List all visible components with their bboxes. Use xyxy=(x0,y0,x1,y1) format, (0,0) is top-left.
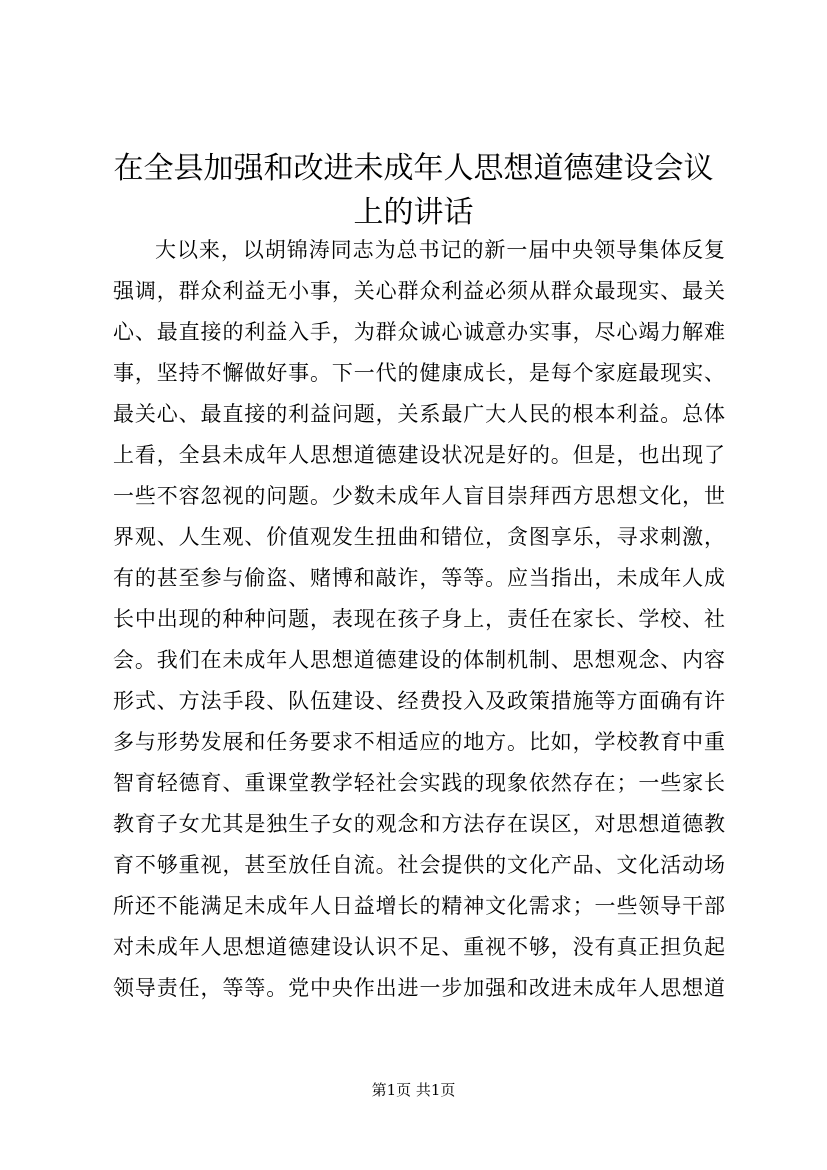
body-line: 有的甚至参与偷盗、赌博和敲诈，等等。应当指出，未成年人成 xyxy=(113,566,725,590)
body-line: 育不够重视，甚至放任自流。社会提供的文化产品、文化活动场 xyxy=(113,853,725,877)
body-line: 多与形势发展和任务要求不相适应的地方。比如，学校教育中重 xyxy=(113,730,725,754)
body-line: 上看，全县未成年人思想道德建设状况是好的。但是，也出现了 xyxy=(113,443,725,467)
body-line: 心、最直接的利益入手，为群众诚心诚意办实事，尽心竭力解难 xyxy=(113,320,725,344)
body-line: 一些不容忽视的问题。少数未成年人盲目崇拜西方思想文化，世 xyxy=(113,484,725,508)
body-line: 强调，群众利益无小事，关心群众利益必须从群众最现实、最关 xyxy=(113,279,725,303)
body-line: 会。我们在未成年人思想道德建设的体制机制、思想观念、内容 xyxy=(113,648,725,672)
body-line: 对未成年人思想道德建设认识不足、重视不够，没有真正担负起 xyxy=(113,935,725,959)
body-line: 大以来，以胡锦涛同志为总书记的新一届中央领导集体反复 xyxy=(155,238,725,262)
body-line: 最关心、最直接的利益问题，关系最广大人民的根本利益。总体 xyxy=(113,402,725,426)
page-footer: 第1页 共1页 xyxy=(371,1081,456,1099)
body-line: 事，坚持不懈做好事。下一代的健康成长，是每个家庭最现实、 xyxy=(113,361,725,385)
document-title-line-1: 在全县加强和改进未成年人思想道德建设会议 xyxy=(113,151,714,186)
document-title-line-2: 上的讲话 xyxy=(353,195,474,230)
body-line: 长中出现的种种问题，表现在孩子身上，责任在家长、学校、社 xyxy=(113,607,725,631)
body-line: 所还不能满足未成年人日益增长的精神文化需求；一些领导干部 xyxy=(113,894,725,918)
body-line: 界观、人生观、价值观发生扭曲和错位，贪图享乐，寻求刺激， xyxy=(113,525,725,549)
body-line: 形式、方法手段、队伍建设、经费投入及政策措施等方面确有许 xyxy=(113,689,725,713)
body-line: 教育子女尤其是独生子女的观念和方法存在误区，对思想道德教 xyxy=(113,812,725,836)
body-line: 领导责任，等等。党中央作出进一步加强和改进未成年人思想道 xyxy=(113,976,725,1000)
body-line: 智育轻德育、重课堂教学轻社会实践的现象依然存在；一些家长 xyxy=(113,771,725,795)
